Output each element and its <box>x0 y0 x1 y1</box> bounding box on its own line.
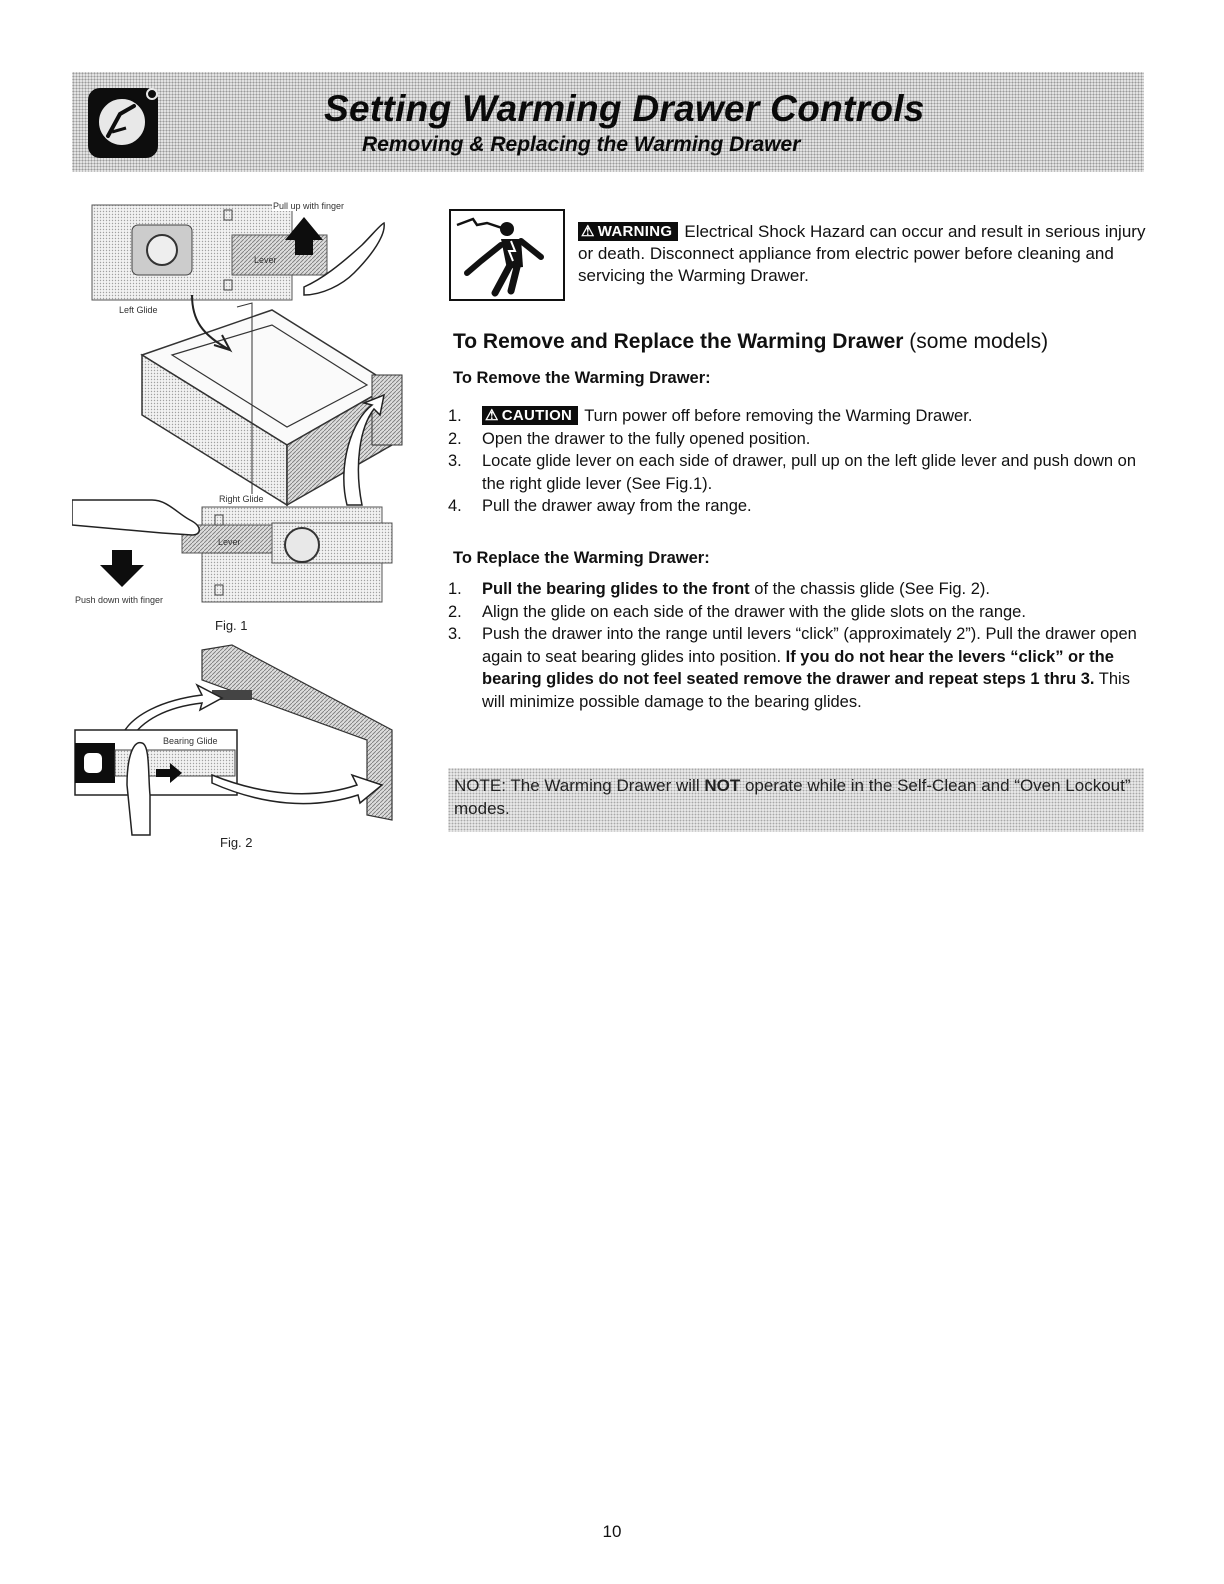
label-left-glide: Left Glide <box>119 305 158 315</box>
alert-triangle-icon: ⚠ <box>485 407 499 424</box>
replace-steps-list <box>448 578 1148 713</box>
remove-steps-list <box>448 405 1148 518</box>
figure-panel <box>72 195 412 860</box>
electric-shock-icon <box>451 211 563 299</box>
drawer-illustration <box>72 195 412 860</box>
shock-hazard-box <box>449 209 565 301</box>
list-item: 1. ⚠ CAUTION Turn power off before removing the Warming Drawer. <box>448 407 973 425</box>
right-glide-detail <box>72 500 392 602</box>
label-pull-up: Pull up with finger <box>273 201 345 211</box>
page-title: Setting Warming Drawer Controls <box>324 88 925 129</box>
header-banner <box>72 72 1144 172</box>
replace-heading: To Replace the Warming Drawer: <box>453 549 710 567</box>
list-item: 1. Pull the bearing glides to the front of the chassis glide (See Fig. 2). <box>448 580 990 598</box>
label-lever-top: Lever <box>254 255 277 265</box>
caution-badge: ⚠ CAUTION <box>482 406 578 425</box>
page-number: 10 <box>602 1522 622 1541</box>
note-box: NOTE: The Warming Drawer will NOT operate while in the Self-Clean and “Oven Lockout” modes. <box>448 768 1144 832</box>
warning-badge: ⚠ WARNING <box>578 222 678 241</box>
list-item: 3. Locate glide lever on each side of drawer, pull up on the left glide lever and push down on the right glide lever (See Fig.1). <box>448 452 1137 493</box>
left-glide-detail <box>92 205 384 300</box>
fig2-detail <box>75 645 392 835</box>
fig1-caption: Fig. 1 <box>215 618 248 633</box>
list-item: 2. Align the glide on each side of the drawer with the glide slots on the range. <box>448 602 1026 621</box>
warning-text <box>578 221 1148 287</box>
label-lever-bottom: Lever <box>218 537 241 547</box>
page-subtitle: Removing & Replacing the Warming Drawer <box>362 133 801 156</box>
control-knob-icon <box>86 84 162 160</box>
remove-heading: To Remove the Warming Drawer: <box>453 369 711 387</box>
section-heading: To Remove and Replace the Warming Drawer (some models) <box>453 330 1049 353</box>
list-item: 4. Pull the drawer away from the range. <box>448 497 752 515</box>
label-bearing-glide: Bearing Glide <box>163 736 218 746</box>
label-right-glide: Right Glide <box>219 494 264 504</box>
list-item: 2. Open the drawer to the fully opened position. <box>448 429 811 448</box>
list-item: 3. Push the drawer into the range until levers “click” (approximately 2”). Pull the drawer open again to seat bearing glides into position. If you do not hear the levers “click” or the bearing glides do not feel seated remove the drawer and repeat steps 1 thru 3. This will minimize possible damage to the bearing glides. <box>448 625 1137 711</box>
drawer-box <box>142 295 402 505</box>
fig2-caption: Fig. 2 <box>220 835 253 850</box>
alert-triangle-icon: ⚠ <box>581 223 595 240</box>
warning-body: Electrical Shock Hazard can occur and result in serious injury or death. Disconnect appliance from electric power before cleaning and servicing the Warming Drawer. <box>578 222 1146 285</box>
label-push-down: Push down with finger <box>75 595 164 605</box>
